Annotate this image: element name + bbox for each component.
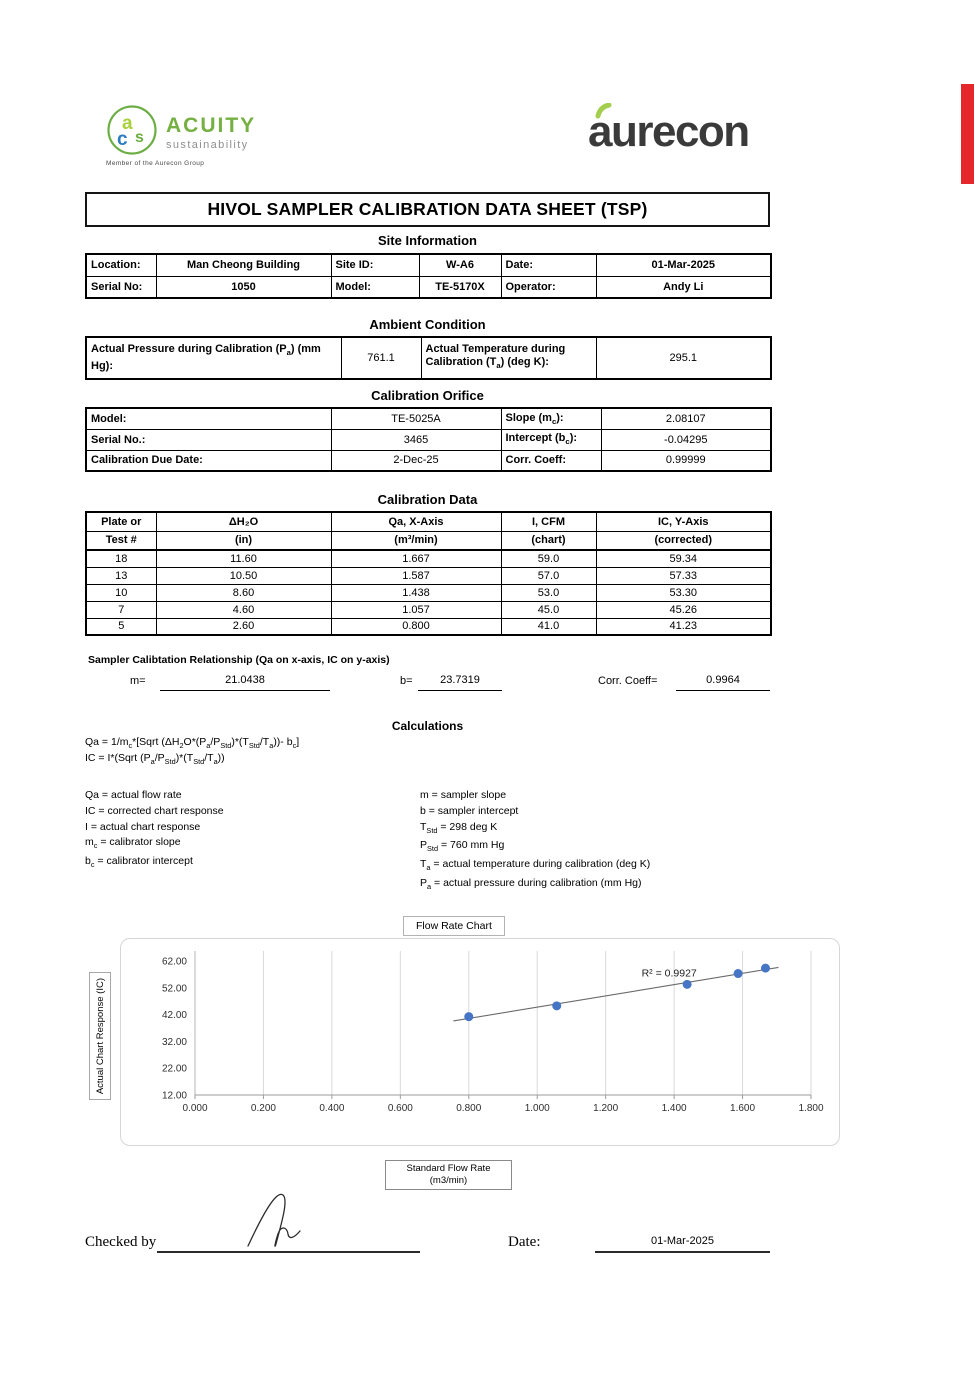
definition-line: $T_{Std} = 298$ deg K	[420, 820, 498, 835]
m-value: 21.0438	[160, 671, 330, 691]
ambient-condition-table	[85, 336, 772, 380]
x-tick-label: 0.400	[319, 1103, 345, 1114]
red-ribbon	[961, 84, 974, 184]
calibration-cell: 59.0	[501, 550, 596, 567]
flow-rate-chart	[120, 938, 840, 1146]
calib-header-qa: Qa, X-Axis	[331, 512, 501, 531]
svg-text:s: s	[135, 129, 144, 146]
calibration-cell: 11.60	[156, 550, 331, 567]
calibration-row	[86, 584, 771, 601]
model-label: Model:	[331, 276, 419, 298]
x-tick-label: 1.800	[798, 1103, 824, 1114]
b-label: b=	[400, 675, 413, 687]
footer-date-label: Date:	[508, 1234, 541, 1250]
operator-value: Andy Li	[596, 276, 771, 298]
definition-line: I = actual chart response	[85, 820, 201, 833]
orifice-serial-value: 3465	[331, 429, 501, 450]
calib-subheader-in: (in)	[156, 531, 331, 550]
formula-qa: $Qa = 1/m_c*[Sqrt$ $(\Delta H_2O*(P_a/P_{Std})*(T_{Std}/T_a))-$ $b_c$]	[85, 736, 300, 751]
trendline	[453, 967, 778, 1021]
data-point	[464, 1012, 473, 1021]
calibration-cell: 41.23	[596, 618, 771, 635]
orifice-intercept-value: -0.04295	[601, 429, 771, 450]
calibration-cell: 2.60	[156, 618, 331, 635]
definition-line: $b_c$ = calibrator intercept	[85, 855, 193, 870]
serial-no-value: 1050	[156, 276, 331, 298]
site-id-value: W-A6	[419, 254, 501, 276]
calibration-row	[86, 601, 771, 618]
calib-header-i-cfm: I, CFM	[501, 512, 596, 531]
checked-by-label: Checked by	[85, 1234, 157, 1250]
definition-line: $P_a$ = actual pressure during calibration (mm Hg)	[420, 877, 642, 892]
x-axis-label-line2: (m3/min)	[429, 1175, 468, 1186]
data-point	[552, 1001, 561, 1010]
ambient-temperature-value: 295.1	[596, 337, 771, 379]
orifice-due-date-label: Calibration Due Date:	[86, 450, 331, 471]
calib-subheader-test: Test #	[86, 531, 156, 550]
definition-line: $P_{Std} = 760$ mm Hg	[420, 839, 505, 854]
calibration-cell: 0.800	[331, 618, 501, 635]
data-point	[683, 980, 692, 989]
calibration-row	[86, 618, 771, 635]
aurecon-wordmark: aurecon	[588, 107, 749, 156]
x-tick-label: 1.000	[524, 1103, 550, 1114]
footer-date-value: 01-Mar-2025	[595, 1231, 770, 1253]
calibration-data-table	[85, 511, 772, 636]
y-tick-label: 32.00	[161, 1036, 187, 1048]
calibration-cell: 4.60	[156, 601, 331, 618]
calibration-cell: 1.667	[331, 550, 501, 567]
orifice-slope-value: 2.08107	[601, 408, 771, 429]
x-axis-label-line1: Standard Flow Rate	[406, 1163, 491, 1174]
acuity-subtitle: sustainability	[166, 139, 249, 151]
date-field-label: Date:	[501, 254, 596, 276]
calibration-cell: 7	[86, 601, 156, 618]
orifice-due-date-value: 2-Dec-25	[331, 450, 501, 471]
x-tick-label: 0.000	[182, 1103, 208, 1114]
section-heading-calibration-data: Calibration Data	[377, 492, 478, 507]
calibration-cell: 13	[86, 567, 156, 584]
y-axis-label-box	[89, 972, 111, 1100]
relationship-heading: Sampler Calibtation Relationship (Qa on x-axis, IC on y-axis)	[88, 654, 390, 666]
section-heading-calculations: Calculations	[391, 719, 464, 733]
x-tick-label: 1.400	[661, 1103, 687, 1114]
definition-line: $m_c$ = calibrator slope	[85, 836, 181, 851]
location-label: Location:	[86, 254, 156, 276]
data-point	[734, 969, 743, 978]
x-tick-label: 0.800	[456, 1103, 482, 1114]
checked-by-signature-line	[157, 1235, 420, 1253]
serial-no-label: Serial No:	[86, 276, 156, 298]
acuity-member-line: Member of the Aurecon Group	[106, 160, 205, 167]
definition-line: IC = corrected chart response	[85, 804, 224, 817]
calibration-cell: 10	[86, 584, 156, 601]
b-value: 23.7319	[418, 671, 502, 691]
site-id-label: Site ID:	[331, 254, 419, 276]
acuity-brand-name: ACUITY	[166, 114, 257, 137]
location-value: Man Cheong Building	[156, 254, 331, 276]
m-label: m=	[130, 675, 146, 687]
calibration-row	[86, 550, 771, 567]
calibration-row	[86, 567, 771, 584]
orifice-corr-coeff-value: 0.99999	[601, 450, 771, 471]
calibration-cell: 10.50	[156, 567, 331, 584]
calib-header-dh2o: ΔH₂O	[156, 512, 331, 531]
x-tick-label: 1.200	[593, 1103, 619, 1114]
chart-canvas-mount	[121, 939, 839, 1150]
calibration-cell: 53.0	[501, 584, 596, 601]
definition-line: b = sampler intercept	[420, 804, 519, 817]
section-heading-calibration-orifice: Calibration Orifice	[371, 388, 484, 403]
svg-text:c: c	[117, 129, 128, 150]
chart-title-box: Flow Rate Chart	[403, 916, 505, 936]
calibration-cell: 41.0	[501, 618, 596, 635]
operator-label: Operator:	[501, 276, 596, 298]
calibration-cell: 1.438	[331, 584, 501, 601]
x-tick-label: 0.200	[250, 1103, 276, 1114]
y-tick-label: 52.00	[161, 983, 187, 995]
aurecon-accent-icon	[595, 103, 613, 119]
flow-rate-chart-canvas	[121, 939, 837, 1145]
y-tick-label: 42.00	[161, 1010, 187, 1022]
ambient-temperature-label: Actual Temperature during Calibration $(T_a)$ (deg K):	[421, 337, 596, 379]
site-information-table	[85, 253, 772, 299]
calibration-cell: 57.33	[596, 567, 771, 584]
section-heading-site-information: Site Information	[378, 233, 477, 248]
ambient-pressure-value: 761.1	[341, 337, 421, 379]
y-tick-label: 12.00	[161, 1090, 187, 1102]
date-field-value: 01-Mar-2025	[596, 254, 771, 276]
y-axis-label: Actual Chart Response (IC)	[94, 977, 106, 1095]
calibration-orifice-table	[85, 407, 772, 472]
section-heading-ambient-condition: Ambient Condition	[369, 317, 486, 332]
y-tick-label: 62.00	[161, 956, 187, 968]
calib-header-ic: IC, Y-Axis	[596, 512, 771, 531]
x-tick-label: 0.600	[387, 1103, 413, 1114]
calibration-cell: 18	[86, 550, 156, 567]
aurecon-logo	[588, 107, 749, 156]
definition-line: Qa = actual flow rate	[85, 789, 182, 801]
acuity-emblem-icon	[106, 104, 158, 156]
calibration-cell: 1.587	[331, 567, 501, 584]
calibration-cell: 1.057	[331, 601, 501, 618]
x-axis-label-box	[385, 1160, 512, 1190]
ambient-pressure-label: Actual Pressure during Calibration $(P_a)$ (mm Hg):	[86, 337, 341, 379]
calib-subheader-m3min: (m³/min)	[331, 531, 501, 550]
corr-coeff-label: Corr. Coeff=	[598, 675, 658, 687]
calibration-cell: 57.0	[501, 567, 596, 584]
calibration-cell: 8.60	[156, 584, 331, 601]
calibration-cell: 5	[86, 618, 156, 635]
model-value: TE-5170X	[419, 276, 501, 298]
corr-coeff-value: 0.9964	[676, 671, 770, 691]
formula-ic: IC = I*(Sqrt $(P_a/P_{Std})*(T_{Std}/T_a)$)	[85, 752, 225, 767]
orifice-model-value: TE-5025A	[331, 408, 501, 429]
acuity-logo	[106, 104, 276, 167]
orifice-serial-label: Serial No.:	[86, 429, 331, 450]
definitions-left-column	[85, 788, 224, 873]
orifice-corr-coeff-label: Corr. Coeff:	[501, 450, 601, 471]
calib-subheader-corrected: (corrected)	[596, 531, 771, 550]
svg-text:a: a	[122, 113, 133, 134]
sheet-title: HIVOL SAMPLER CALIBRATION DATA SHEET (TSP)	[85, 192, 770, 227]
data-point	[761, 964, 770, 973]
calib-subheader-chart: (chart)	[501, 531, 596, 550]
x-tick-label: 1.600	[730, 1103, 756, 1114]
r-squared-annotation: R² = 0.9927	[641, 967, 697, 980]
calib-header-plate: Plate or	[86, 512, 156, 531]
calibration-cell: 59.34	[596, 550, 771, 567]
definition-line: $T_a$ = actual temperature during calibration (deg K)	[420, 858, 651, 873]
y-tick-label: 22.00	[161, 1063, 187, 1075]
calibration-cell: 53.30	[596, 584, 771, 601]
definitions-right-column	[420, 788, 650, 895]
calibration-cell: 45.0	[501, 601, 596, 618]
orifice-model-label: Model:	[86, 408, 331, 429]
definition-line: m = sampler slope	[420, 789, 507, 801]
orifice-slope-label: Slope $(m_c)$:	[501, 408, 601, 429]
orifice-intercept-label: Intercept $(b_c)$:	[501, 429, 601, 450]
calibration-cell: 45.26	[596, 601, 771, 618]
